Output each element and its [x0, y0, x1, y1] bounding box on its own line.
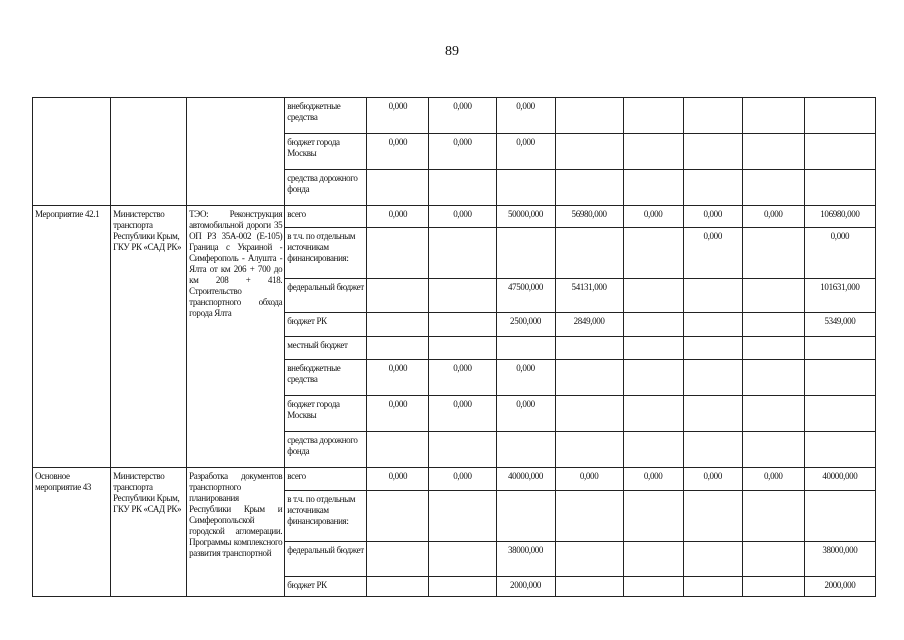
value-cell: 0,000 [742, 206, 804, 228]
value-cell: 0,000 [429, 468, 496, 491]
total-value-cell: 101631,000 [804, 279, 875, 313]
funding-source-cell: в т.ч. по отдельным источникам финансирования: [285, 228, 367, 279]
page-number: 89 [445, 44, 459, 59]
value-cell: 47500,000 [496, 279, 555, 313]
value-cell [429, 432, 496, 468]
value-cell [623, 134, 683, 170]
value-cell: 40000,000 [496, 468, 555, 491]
value-cell [742, 432, 804, 468]
value-cell: 2000,000 [496, 577, 555, 597]
value-cell [555, 170, 623, 206]
value-cell [623, 170, 683, 206]
funding-source-cell: бюджет города Москвы [285, 396, 367, 432]
total-value-cell [804, 337, 875, 360]
value-cell [555, 542, 623, 577]
funding-source-cell: бюджет РК [285, 577, 367, 597]
value-cell: 0,000 [367, 360, 429, 396]
value-cell [742, 491, 804, 542]
value-cell [555, 360, 623, 396]
total-value-cell: 40000,000 [804, 468, 875, 491]
value-cell [367, 279, 429, 313]
value-cell: 54131,000 [555, 279, 623, 313]
value-cell [367, 432, 429, 468]
funding-source-cell: в т.ч. по отдельным источникам финансирования: [285, 491, 367, 542]
value-cell [429, 313, 496, 337]
value-cell [555, 134, 623, 170]
value-cell [367, 170, 429, 206]
value-cell [683, 432, 742, 468]
table-row [33, 206, 876, 228]
value-cell: 0,000 [496, 98, 555, 134]
value-cell: 0,000 [367, 98, 429, 134]
value-cell [555, 432, 623, 468]
value-cell: 0,000 [429, 98, 496, 134]
value-cell [429, 170, 496, 206]
funding-source-cell: бюджет РК [285, 313, 367, 337]
funding-source-cell: федеральный бюджет [285, 279, 367, 313]
value-cell: 2849,000 [555, 313, 623, 337]
value-cell: 0,000 [623, 206, 683, 228]
value-cell [367, 228, 429, 279]
value-cell [623, 313, 683, 337]
value-cell [683, 491, 742, 542]
value-cell [742, 228, 804, 279]
value-cell [367, 491, 429, 542]
value-cell: 50000,000 [496, 206, 555, 228]
value-cell: 0,000 [429, 134, 496, 170]
value-cell [555, 98, 623, 134]
value-cell [623, 432, 683, 468]
value-cell [683, 577, 742, 597]
total-value-cell [804, 396, 875, 432]
value-cell: 0,000 [496, 396, 555, 432]
value-cell: 0,000 [683, 468, 742, 491]
financing-table [32, 97, 876, 597]
value-cell: 0,000 [496, 134, 555, 170]
value-cell [555, 577, 623, 597]
table-row [33, 468, 876, 491]
funding-source-cell: внебюджетные средства [285, 98, 367, 134]
value-cell [683, 134, 742, 170]
value-cell: 0,000 [683, 228, 742, 279]
measure-code-cell: Мероприятие 42.1 [33, 206, 111, 468]
total-value-cell: 106980,000 [804, 206, 875, 228]
table-body [33, 98, 876, 597]
value-cell: 0,000 [683, 206, 742, 228]
value-cell [742, 396, 804, 432]
value-cell [367, 542, 429, 577]
value-cell: 0,000 [623, 468, 683, 491]
total-value-cell: 2000,000 [804, 577, 875, 597]
value-cell [367, 337, 429, 360]
value-cell [683, 396, 742, 432]
value-cell [429, 491, 496, 542]
value-cell [555, 337, 623, 360]
value-cell [496, 432, 555, 468]
value-cell [429, 577, 496, 597]
value-cell: 0,000 [367, 134, 429, 170]
description-cell [187, 98, 285, 206]
total-value-cell [804, 432, 875, 468]
value-cell [623, 396, 683, 432]
value-cell [429, 228, 496, 279]
value-cell [367, 577, 429, 597]
funding-source-cell: средства дорожного фонда [285, 432, 367, 468]
value-cell [367, 313, 429, 337]
value-cell [555, 491, 623, 542]
value-cell [623, 337, 683, 360]
total-value-cell [804, 170, 875, 206]
value-cell: 0,000 [367, 206, 429, 228]
value-cell [742, 98, 804, 134]
value-cell [683, 360, 742, 396]
description-cell: ТЭО: Реконструкция автомобильной дороги 35 ОП РЗ 35А-002 (Е-105) Граница с Украиной - Симферополь - Алушта - Ялта от км 206 + 700 до км 208 + 418. Строительство транспортного обхода города Ялта [187, 206, 285, 468]
measure-code-cell [33, 98, 111, 206]
value-cell: 38000,000 [496, 542, 555, 577]
value-cell: 0,000 [367, 468, 429, 491]
value-cell [496, 337, 555, 360]
value-cell [623, 542, 683, 577]
executor-cell [111, 98, 187, 206]
executor-cell: Министерство транспорта Республики Крым, ГКУ РК «САД РК» [111, 206, 187, 468]
value-cell [742, 360, 804, 396]
value-cell [623, 491, 683, 542]
total-value-cell: 0,000 [804, 228, 875, 279]
value-cell [742, 279, 804, 313]
value-cell [683, 279, 742, 313]
funding-source-cell: внебюджетные средства [285, 360, 367, 396]
value-cell [683, 313, 742, 337]
value-cell: 0,000 [367, 396, 429, 432]
total-value-cell: 38000,000 [804, 542, 875, 577]
value-cell [623, 279, 683, 313]
value-cell [742, 542, 804, 577]
value-cell [496, 228, 555, 279]
value-cell: 56980,000 [555, 206, 623, 228]
description-cell: Разработка документов транспортного планирования Республики Крым и Симферопольской городской агломерации. Программы комплексного развития транспортной [187, 468, 285, 597]
value-cell: 0,000 [555, 468, 623, 491]
value-cell [623, 98, 683, 134]
value-cell [683, 98, 742, 134]
total-value-cell [804, 98, 875, 134]
value-cell [683, 542, 742, 577]
value-cell [429, 542, 496, 577]
measure-code-cell: Основное мероприятие 43 [33, 468, 111, 597]
value-cell [496, 491, 555, 542]
value-cell: 0,000 [496, 360, 555, 396]
funding-source-cell: всего [285, 206, 367, 228]
value-cell [496, 170, 555, 206]
value-cell [742, 577, 804, 597]
value-cell: 0,000 [429, 206, 496, 228]
value-cell [742, 337, 804, 360]
value-cell [555, 228, 623, 279]
value-cell [429, 279, 496, 313]
value-cell [623, 360, 683, 396]
funding-source-cell: всего [285, 468, 367, 491]
value-cell [555, 396, 623, 432]
total-value-cell [804, 134, 875, 170]
value-cell: 0,000 [429, 396, 496, 432]
table-row [33, 98, 876, 134]
value-cell [683, 170, 742, 206]
executor-cell: Министерство транспорта Республики Крым, ГКУ РК «САД РК» [111, 468, 187, 597]
value-cell [742, 313, 804, 337]
funding-source-cell: бюджет города Москвы [285, 134, 367, 170]
value-cell: 2500,000 [496, 313, 555, 337]
total-value-cell [804, 360, 875, 396]
total-value-cell [804, 491, 875, 542]
value-cell [742, 134, 804, 170]
value-cell: 0,000 [429, 360, 496, 396]
funding-source-cell: средства дорожного фонда [285, 170, 367, 206]
funding-source-cell: местный бюджет [285, 337, 367, 360]
value-cell [429, 337, 496, 360]
value-cell: 0,000 [742, 468, 804, 491]
value-cell [742, 170, 804, 206]
value-cell [683, 337, 742, 360]
value-cell [623, 228, 683, 279]
value-cell [623, 577, 683, 597]
funding-source-cell: федеральный бюджет [285, 542, 367, 577]
total-value-cell: 5349,000 [804, 313, 875, 337]
